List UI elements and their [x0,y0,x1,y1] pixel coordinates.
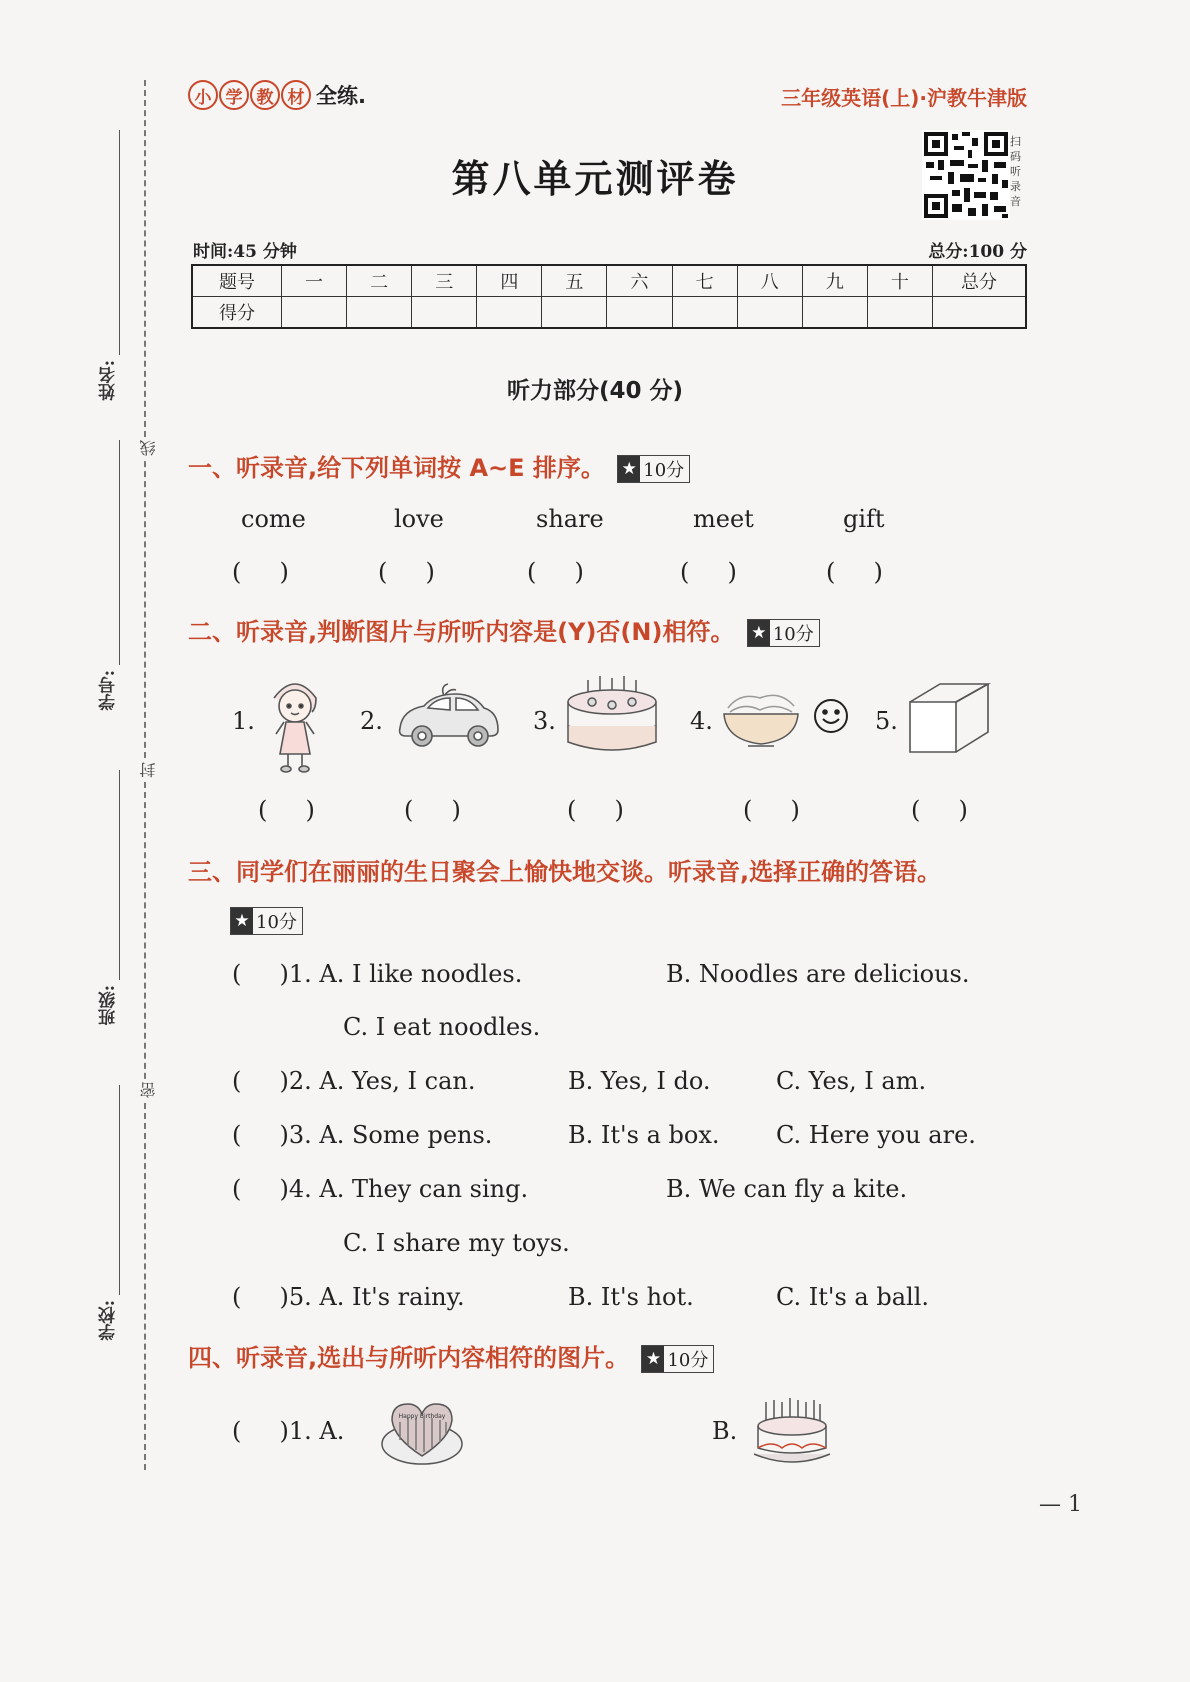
section4-option-b: B. [712,1417,738,1445]
section3-badge [230,907,303,935]
score-cell[interactable] [282,297,347,329]
score-header-cell: 题号 [192,265,282,297]
score-header-cell: 七 [672,265,737,297]
car-icon [394,676,502,752]
brand-char: 学 [219,80,249,110]
answer-blank[interactable]: ( ) [826,558,883,586]
brand-logo [188,80,366,110]
section1-title-text: 一、听录音,给下列单词按 A~E 排序。 [188,454,605,482]
score-badge [617,455,690,483]
section3-title: 三、同学们在丽丽的生日聚会上愉快地交谈。听录音,选择正确的答语。 [188,858,942,886]
question-1-option-b: B. Noodles are delicious. [666,960,970,988]
question-3: ( )3. A. Some pens. [232,1121,493,1149]
heart-cake-icon [380,1396,464,1466]
brand-char: 教 [250,80,280,110]
part-title: 听力部分(40 分) [506,378,684,404]
score-cell[interactable] [412,297,477,329]
score-header-cell: 六 [607,265,672,297]
birthday-cake-icon [562,672,662,758]
score-header-cell: 三 [412,265,477,297]
question-4-option-b: B. We can fly a kite. [666,1175,908,1203]
question-5: ( )5. A. It's rainy. [232,1283,465,1311]
score-badge [641,1345,714,1373]
exam-total: 总分:100 分 [928,242,1027,262]
score-header-cell: 十 [867,265,932,297]
score-value-row [192,297,1026,329]
score-cell[interactable] [607,297,672,329]
smiley-icon [812,697,850,735]
score-cell[interactable] [347,297,412,329]
side-label-id: 学号: [99,670,119,711]
side-label-school: 学校: [99,1300,119,1341]
class-write-line [119,770,120,980]
question-5-option-b: B. It's hot. [568,1283,694,1311]
score-header-cell: 总分 [933,265,1027,297]
score-header-cell: 五 [542,265,607,297]
star-icon: ★ [748,620,770,646]
score-cell[interactable] [542,297,607,329]
question-2: ( )2. A. Yes, I can. [232,1067,476,1095]
page-number: — 1 [1039,1492,1082,1517]
qr-label: 扫码听录音 [1010,135,1021,208]
brand-char: 材 [281,80,311,110]
box-icon [904,680,992,756]
qr-code-icon[interactable] [922,130,1010,220]
section4-title [188,1338,714,1373]
star-icon: ★ [618,456,640,482]
question-3-option-c: C. Here you are. [776,1121,976,1149]
word-share: share [536,505,604,533]
section1-title [188,448,690,483]
score-cell[interactable] [672,297,737,329]
score-table [191,264,1027,329]
question-4: ( )4. A. They can sing. [232,1175,529,1203]
seal-line-mark: 封 [139,762,158,778]
question-2-option-b: B. Yes, I do. [568,1067,711,1095]
badge-points: 10分 [256,912,297,933]
score-row-label: 得分 [192,297,282,329]
score-header-cell: 四 [477,265,542,297]
item-number: 2. [360,707,383,735]
score-header-cell: 九 [802,265,867,297]
score-header-cell: 八 [737,265,802,297]
star-icon: ★ [642,1346,664,1372]
word-meet: meet [693,505,754,533]
badge-points: 10分 [643,460,685,481]
score-cell[interactable] [737,297,802,329]
question-2-option-c: C. Yes, I am. [776,1067,927,1095]
answer-blank[interactable]: ( ) [680,558,737,586]
score-header-cell: 一 [282,265,347,297]
score-header-row [192,265,1026,297]
grade-label: 三年级英语(上)·沪教牛津版 [781,86,1027,110]
word-gift: gift [843,505,885,533]
candle-cake-icon [752,1396,832,1468]
section4-title-text: 四、听录音,选出与所听内容相符的图片。 [188,1344,630,1372]
score-badge [230,907,303,935]
answer-blank[interactable]: ( ) [258,796,315,824]
score-cell[interactable] [477,297,542,329]
bind-line-mark: 密 [139,1082,158,1098]
item-number: 3. [533,707,556,735]
question-1-option-c: C. I eat noodles. [343,1013,541,1041]
score-badge [747,619,820,647]
heart-cake-text: Happy Birthday [398,1413,446,1420]
answer-blank[interactable]: ( ) [378,558,435,586]
answer-blank[interactable]: ( ) [527,558,584,586]
school-write-line [119,1085,120,1295]
item-number: 4. [690,707,713,735]
question-1: ( )1. A. I like noodles. [232,960,523,988]
id-write-line [119,440,120,665]
score-cell[interactable] [867,297,932,329]
question-3-option-b: B. It's a box. [568,1121,720,1149]
score-cell[interactable] [933,297,1027,329]
item-number: 1. [232,707,255,735]
page-title: 第八单元测评卷 [451,157,739,201]
answer-blank[interactable]: ( ) [743,796,800,824]
section4-question-1: ( )1. A. [232,1417,345,1445]
score-cell[interactable] [802,297,867,329]
item-number: 5. [875,707,898,735]
doll-icon [262,668,328,776]
brand-tail: 全练. [316,84,366,108]
badge-points: 10分 [667,1350,709,1371]
word-come: come [241,505,306,533]
score-header-cell: 二 [347,265,412,297]
section2-title-text: 二、听录音,判断图片与所听内容是(Y)否(N)相符。 [188,618,735,646]
side-label-name: 姓名: [99,360,119,401]
section2-title [188,612,820,647]
question-4-option-c: C. I share my toys. [343,1229,570,1257]
cut-line-mark: 线 [139,440,158,456]
answer-blank[interactable]: ( ) [567,796,624,824]
answer-blank[interactable]: ( ) [911,796,968,824]
side-label-class: 班级: [99,985,119,1026]
brand-char: 小 [188,80,218,110]
question-5-option-c: C. It's a ball. [776,1283,930,1311]
noodles-icon [720,684,802,750]
star-icon: ★ [231,908,253,934]
badge-points: 10分 [772,624,814,645]
answer-blank[interactable]: ( ) [404,796,461,824]
exam-time: 时间:45 分钟 [193,242,297,262]
answer-blank[interactable]: ( ) [232,558,289,586]
word-love: love [394,505,444,533]
